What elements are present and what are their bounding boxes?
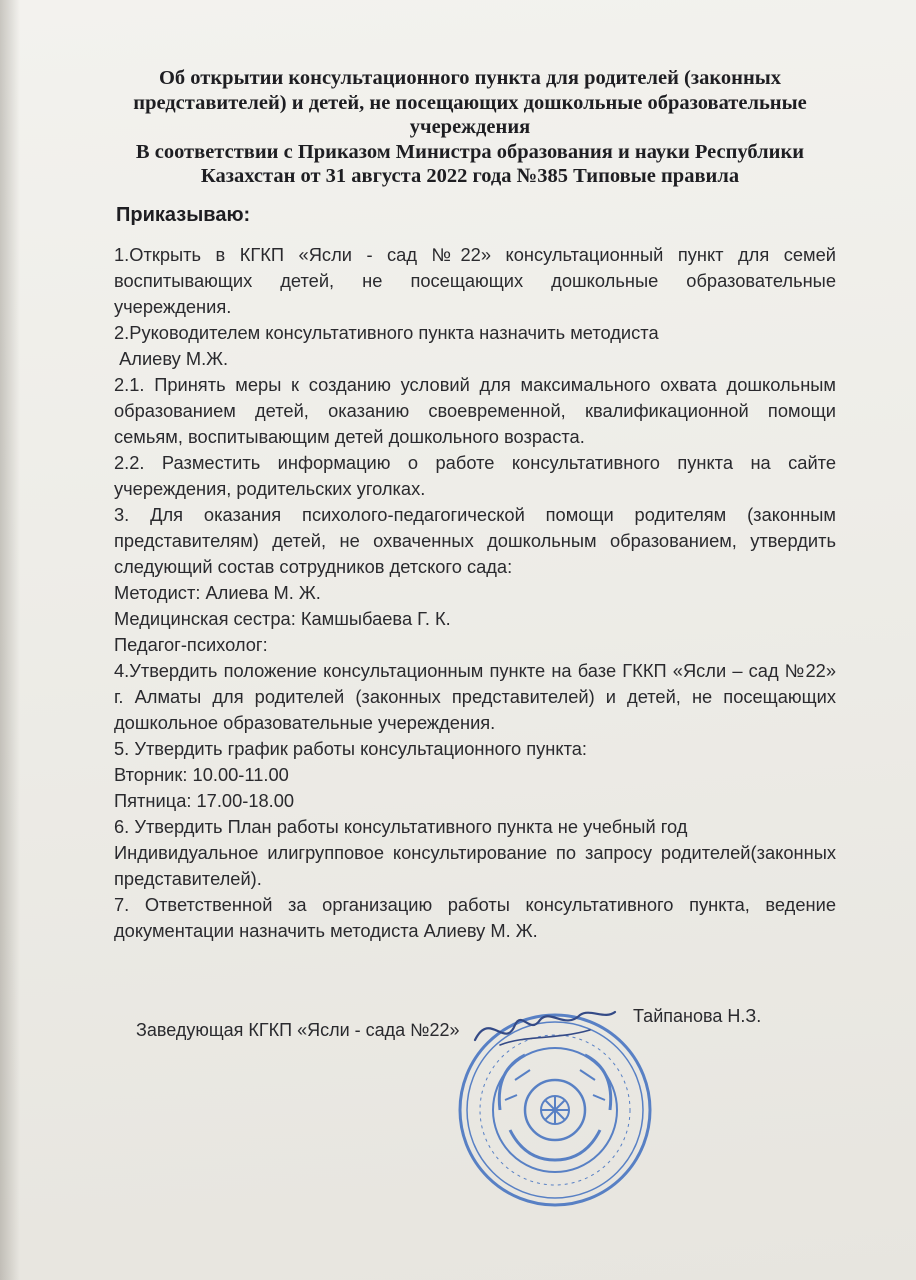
paragraph-2-1: 2.1. Принять меры к созданию условий для максимального охвата дошкольным образованием детей, оказанию своевременной, квалификационной помощи семьям, воспитывающим детей дошкольного возраста. bbox=[114, 374, 836, 447]
title-line: Об открытии консультационного пункта для родителей (законных bbox=[158, 67, 782, 89]
signatory-position: Заведующая КГКП «Ясли - сада №22» bbox=[136, 1020, 460, 1040]
schedule-tuesday: Вторник: 10.00-11.00 bbox=[114, 764, 289, 785]
paragraph-2: 2.Руководителем консультативного пункта назначить методиста bbox=[114, 322, 659, 343]
title-line: В соответствии с Приказом Министра образования и науки Республики bbox=[135, 140, 805, 163]
schedule-friday: Пятница: 17.00-18.00 bbox=[114, 790, 295, 811]
title-line: учереждения bbox=[409, 116, 531, 138]
staff-psychologist: Педагог-психолог: bbox=[114, 634, 268, 655]
paragraph-5: 5. Утвердить график работы консультационного пункта: bbox=[114, 738, 587, 759]
paragraph-6-detail: Индивидуальное илигрупповое консультирование по запросу родителей(законных представителей). bbox=[114, 842, 836, 889]
order-heading: Приказываю: bbox=[116, 204, 251, 226]
document-title bbox=[110, 66, 830, 189]
document-body bbox=[114, 242, 836, 944]
paragraph-6: 6. Утвердить План работы консультативного пункта не учебный год bbox=[114, 816, 688, 837]
paragraph-7: 7. Ответственной за организацию работы консультативного пункта, ведение документации назначить методиста Алиеву М. Ж. bbox=[114, 894, 836, 941]
signatory-name: Тайпанова Н.З. bbox=[633, 1006, 762, 1026]
page-shadow bbox=[0, 0, 20, 1280]
staff-methodist: Методист: Алиева М. Ж. bbox=[114, 582, 321, 603]
paragraph-1: 1.Открыть в КГКП «Ясли - сад №22» консультационный пункт для семей воспитывающих детей, не посещающих дошкольные образовательные учереждения. bbox=[114, 244, 836, 317]
paragraph-3: 3. Для оказания психолого-педагогической помощи родителям (законным представителям) детей, не охваченных дошкольным образованием, утвердить следующий состав сотрудников детского сада: bbox=[114, 504, 836, 577]
paragraph-4: 4.Утвердить положение консультационным пункте на базе ГККП «Ясли – сад №22» г. Алматы для родителей (законных представителей) и детей, не посещающих дошкольное образовательные учереждения. bbox=[114, 660, 836, 733]
signature-icon bbox=[470, 1000, 620, 1060]
staff-nurse: Медицинская сестра: Камшыбаева Г. К. bbox=[114, 608, 451, 629]
paragraph-2-2: 2.2. Разместить информацию о работе консультативного пункта на сайте учереждения, родительских уголках. bbox=[114, 452, 836, 499]
title-line: Казахстан от 31 августа 2022 года №385 Типовые правила bbox=[200, 165, 740, 187]
paragraph-2-name: Алиеву М.Ж. bbox=[114, 348, 229, 369]
title-line: представителей) и детей, не посещающих дошкольные образовательные bbox=[133, 91, 807, 114]
